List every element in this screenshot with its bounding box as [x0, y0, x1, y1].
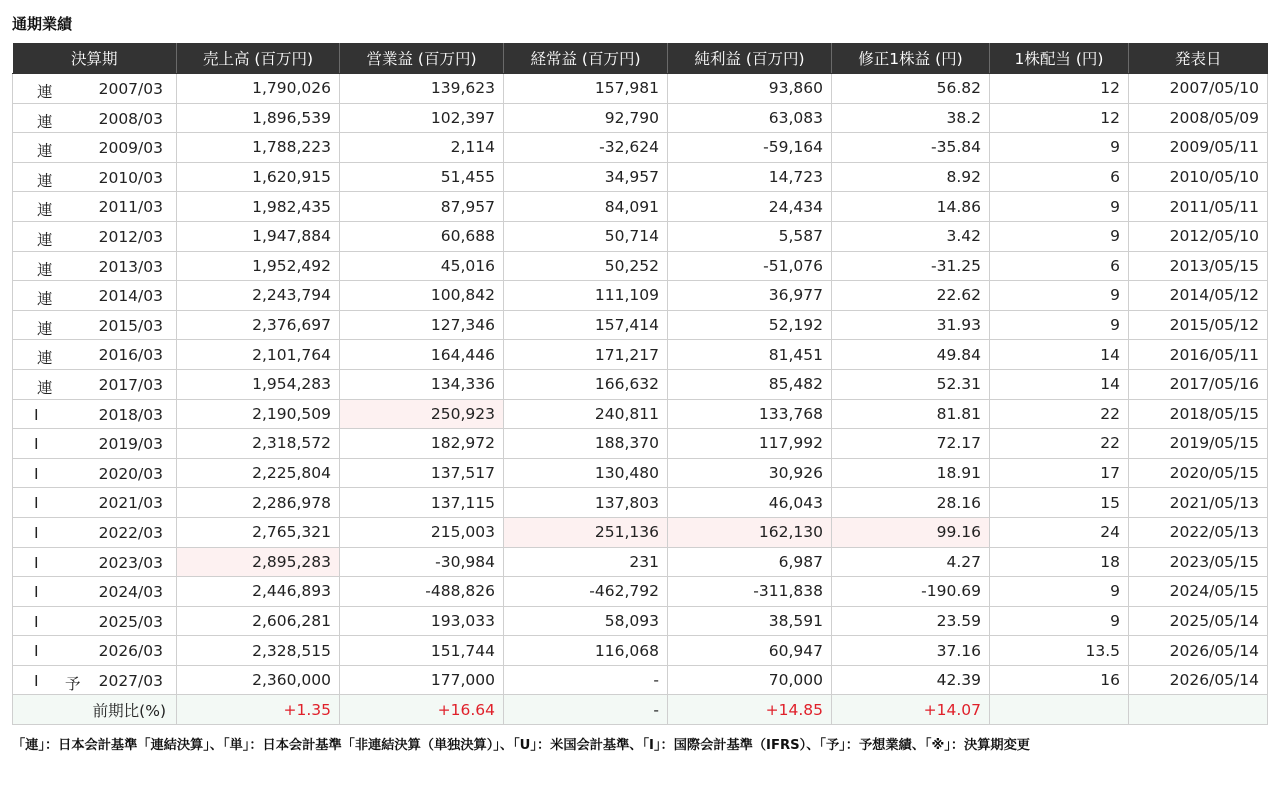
- sales-cell: 2,286,978: [177, 488, 340, 518]
- section-title: 通期業績: [12, 15, 73, 33]
- sales-cell: 2,446,893: [177, 577, 340, 607]
- ordinary-profit-cell: 240,811: [504, 399, 668, 429]
- sales-cell: 2,376,697: [177, 310, 340, 340]
- fiscal-period-label: 2010/03: [98, 168, 163, 187]
- eps-cell: 22.62: [832, 281, 990, 311]
- net-profit-cell: 38,591: [668, 606, 832, 636]
- net-profit-cell: 93,860: [668, 74, 832, 104]
- net-profit-cell: 133,768: [668, 399, 832, 429]
- fiscal-period-label: 2008/03: [98, 109, 163, 128]
- sales-cell: 2,606,281: [177, 606, 340, 636]
- operating-profit-cell: 127,346: [340, 310, 504, 340]
- eps-cell: 31.93: [832, 310, 990, 340]
- ordinary-profit-cell: 50,714: [504, 221, 668, 251]
- operating-profit-cell: 182,972: [340, 429, 504, 459]
- operating-profit-cell: 60,688: [340, 221, 504, 251]
- eps-cell: -190.69: [832, 577, 990, 607]
- col-header-period: 決算期: [13, 43, 177, 74]
- accounting-standard-label: 連: [37, 260, 53, 279]
- yoy-ratio-row: [13, 695, 1268, 725]
- yoy-operating-profit-cell: +16.64: [340, 695, 504, 725]
- eps-cell: 37.16: [832, 636, 990, 666]
- eps-cell: 72.17: [832, 429, 990, 459]
- dividend-cell: 9: [990, 281, 1129, 311]
- fiscal-period-label: 2015/03: [98, 316, 163, 335]
- ordinary-profit-cell: 116,068: [504, 636, 668, 666]
- fiscal-period-label: 2020/03: [98, 464, 163, 483]
- period-cell: [13, 162, 177, 192]
- accounting-standard-label: 連: [37, 319, 53, 338]
- ordinary-profit-cell: 84,091: [504, 192, 668, 222]
- operating-profit-cell: 193,033: [340, 606, 504, 636]
- ordinary-profit-cell: 111,109: [504, 281, 668, 311]
- period-cell: [13, 488, 177, 518]
- sales-cell: 1,982,435: [177, 192, 340, 222]
- operating-profit-cell: 51,455: [340, 162, 504, 192]
- table-row: [13, 665, 1268, 695]
- accounting-standard-label: 連: [37, 112, 53, 131]
- dividend-cell: 22: [990, 399, 1129, 429]
- accounting-standard-label: I: [34, 464, 39, 483]
- sales-cell: 2,328,515: [177, 636, 340, 666]
- dividend-cell: 9: [990, 192, 1129, 222]
- fiscal-period-label: 2011/03: [98, 198, 163, 217]
- period-cell: [13, 221, 177, 251]
- ordinary-profit-cell: -32,624: [504, 133, 668, 163]
- footnote: 「連」：日本会計基準「連結決算」、「単」：日本会計基準「非連結決算（単独決算）」、「U」：米国会計基準、「I」：国際会計基準（IFRS）、「予」：予想業績、「※」：決算期変更: [12, 738, 1030, 753]
- announce-date-cell: 2011/05/11: [1129, 192, 1268, 222]
- table-row: [13, 547, 1268, 577]
- table-row: [13, 192, 1268, 222]
- accounting-standard-label: 連: [37, 83, 53, 101]
- yoy-eps-cell: +14.07: [832, 695, 990, 725]
- eps-cell: 18.91: [832, 458, 990, 488]
- dividend-cell: 24: [990, 517, 1129, 547]
- operating-profit-cell: 139,623: [340, 74, 504, 104]
- operating-profit-cell: 151,744: [340, 636, 504, 666]
- accounting-standard-label: I: [34, 405, 39, 424]
- net-profit-cell: 162,130: [668, 517, 832, 547]
- sales-cell: 1,947,884: [177, 221, 340, 251]
- eps-cell: 99.16: [832, 517, 990, 547]
- announce-date-cell: 2016/05/11: [1129, 340, 1268, 370]
- net-profit-cell: 24,434: [668, 192, 832, 222]
- accounting-standard-label: 連: [37, 201, 53, 220]
- ordinary-profit-cell: 50,252: [504, 251, 668, 281]
- operating-profit-cell: 137,115: [340, 488, 504, 518]
- period-cell: [13, 517, 177, 547]
- sales-cell: 2,895,283: [177, 547, 340, 577]
- period-cell: [13, 369, 177, 399]
- net-profit-cell: 30,926: [668, 458, 832, 488]
- yoy-net-profit-cell: +14.85: [668, 695, 832, 725]
- dividend-cell: 15: [990, 488, 1129, 518]
- accounting-standard-label: I: [34, 435, 39, 454]
- fiscal-period-label: 2009/03: [98, 139, 163, 158]
- net-profit-cell: -59,164: [668, 133, 832, 163]
- col-header-sales: 売上高 (百万円): [177, 43, 340, 74]
- period-cell: [13, 281, 177, 311]
- announce-date-cell: 2012/05/10: [1129, 221, 1268, 251]
- eps-cell: 56.82: [832, 74, 990, 104]
- fiscal-period-label: 2019/03: [98, 435, 163, 454]
- announce-date-cell: 2008/05/09: [1129, 103, 1268, 133]
- fiscal-period-label: 2012/03: [98, 227, 163, 246]
- sales-cell: 1,954,283: [177, 369, 340, 399]
- announce-date-cell: 2017/05/16: [1129, 369, 1268, 399]
- operating-profit-cell: 215,003: [340, 517, 504, 547]
- sales-cell: 2,190,509: [177, 399, 340, 429]
- sales-cell: 1,788,223: [177, 133, 340, 163]
- ordinary-profit-cell: 157,414: [504, 310, 668, 340]
- net-profit-cell: -311,838: [668, 577, 832, 607]
- accounting-standard-label: 連: [37, 349, 53, 368]
- accounting-standard-label: I: [34, 583, 39, 602]
- operating-profit-cell: 164,446: [340, 340, 504, 370]
- sales-cell: 2,243,794: [177, 281, 340, 311]
- net-profit-cell: 36,977: [668, 281, 832, 311]
- sales-cell: 1,896,539: [177, 103, 340, 133]
- accounting-standard-label: I: [34, 612, 39, 631]
- accounting-standard-label: 連: [37, 230, 53, 249]
- eps-cell: -31.25: [832, 251, 990, 281]
- table-row: [13, 340, 1268, 370]
- announce-date-cell: 2009/05/11: [1129, 133, 1268, 163]
- announce-date-cell: 2026/05/14: [1129, 665, 1268, 695]
- sales-cell: 2,765,321: [177, 517, 340, 547]
- accounting-standard-label: 連: [37, 378, 53, 397]
- net-profit-cell: 85,482: [668, 369, 832, 399]
- fiscal-period-label: 2013/03: [98, 257, 163, 276]
- operating-profit-cell: 45,016: [340, 251, 504, 281]
- table-row: [13, 103, 1268, 133]
- ordinary-profit-cell: 34,957: [504, 162, 668, 192]
- eps-cell: 14.86: [832, 192, 990, 222]
- yoy-sales-cell: +1.35: [177, 695, 340, 725]
- eps-cell: 23.59: [832, 606, 990, 636]
- announce-date-cell: 2018/05/15: [1129, 399, 1268, 429]
- dividend-cell: 6: [990, 162, 1129, 192]
- fiscal-period-label: 2021/03: [98, 494, 163, 513]
- period-cell: [13, 103, 177, 133]
- table-row: [13, 310, 1268, 340]
- forecast-flag: 予: [65, 674, 81, 693]
- net-profit-cell: 81,451: [668, 340, 832, 370]
- dividend-cell: 9: [990, 577, 1129, 607]
- table-row: [13, 636, 1268, 666]
- announce-date-cell: 2013/05/15: [1129, 251, 1268, 281]
- period-cell: [13, 606, 177, 636]
- sales-cell: 2,101,764: [177, 340, 340, 370]
- operating-profit-cell: 137,517: [340, 458, 504, 488]
- yoy-ordinary-profit-cell: -: [504, 695, 668, 725]
- announce-date-cell: 2020/05/15: [1129, 458, 1268, 488]
- period-cell: [13, 310, 177, 340]
- ordinary-profit-cell: 157,981: [504, 74, 668, 104]
- table-row: [13, 517, 1268, 547]
- annual-performance-table: [12, 43, 1268, 725]
- accounting-standard-label: I: [34, 523, 39, 542]
- operating-profit-cell: 100,842: [340, 281, 504, 311]
- fiscal-period-label: 2025/03: [98, 612, 163, 631]
- fiscal-period-label: 2016/03: [98, 346, 163, 365]
- dividend-cell: 9: [990, 221, 1129, 251]
- col-header-dividend: 1株配当 (円): [990, 43, 1129, 74]
- ordinary-profit-cell: 166,632: [504, 369, 668, 399]
- dividend-cell: 13.5: [990, 636, 1129, 666]
- fiscal-period-label: 2018/03: [98, 405, 163, 424]
- fiscal-period-label: 2027/03: [98, 671, 163, 690]
- fiscal-period-label: 2024/03: [98, 583, 163, 602]
- sales-cell: 2,360,000: [177, 665, 340, 695]
- sales-cell: 2,225,804: [177, 458, 340, 488]
- table-row: [13, 369, 1268, 399]
- accounting-standard-label: I: [34, 671, 39, 690]
- accounting-standard-label: I: [34, 642, 39, 661]
- yoy-ratio-label: 前期比(%): [13, 695, 177, 725]
- table-row: [13, 251, 1268, 281]
- period-cell: [13, 665, 177, 695]
- sales-cell: 1,790,026: [177, 74, 340, 104]
- dividend-cell: 12: [990, 74, 1129, 104]
- net-profit-cell: 117,992: [668, 429, 832, 459]
- table-row: [13, 606, 1268, 636]
- ordinary-profit-cell: 188,370: [504, 429, 668, 459]
- announce-date-cell: 2023/05/15: [1129, 547, 1268, 577]
- eps-cell: 4.27: [832, 547, 990, 577]
- col-header-ordinary-profit: 経常益 (百万円): [504, 43, 668, 74]
- dividend-cell: 17: [990, 458, 1129, 488]
- table-row: [13, 399, 1268, 429]
- operating-profit-cell: 2,114: [340, 133, 504, 163]
- table-row: [13, 577, 1268, 607]
- net-profit-cell: 63,083: [668, 103, 832, 133]
- operating-profit-cell: 87,957: [340, 192, 504, 222]
- table-row: [13, 488, 1268, 518]
- net-profit-cell: 60,947: [668, 636, 832, 666]
- table-row: [13, 133, 1268, 163]
- sales-cell: 1,620,915: [177, 162, 340, 192]
- period-cell: [13, 547, 177, 577]
- period-cell: [13, 74, 177, 104]
- eps-cell: 28.16: [832, 488, 990, 518]
- table-row: [13, 281, 1268, 311]
- table-row: [13, 74, 1268, 104]
- sales-cell: 2,318,572: [177, 429, 340, 459]
- announce-date-cell: 2026/05/14: [1129, 636, 1268, 666]
- eps-cell: 52.31: [832, 369, 990, 399]
- operating-profit-cell: 250,923: [340, 399, 504, 429]
- dividend-cell: 22: [990, 429, 1129, 459]
- announce-date-cell: 2022/05/13: [1129, 517, 1268, 547]
- announce-date-cell: 2025/05/14: [1129, 606, 1268, 636]
- eps-cell: 38.2: [832, 103, 990, 133]
- operating-profit-cell: 102,397: [340, 103, 504, 133]
- col-header-eps: 修正1株益 (円): [832, 43, 990, 74]
- dividend-cell: 9: [990, 133, 1129, 163]
- net-profit-cell: 46,043: [668, 488, 832, 518]
- net-profit-cell: 14,723: [668, 162, 832, 192]
- dividend-cell: 9: [990, 606, 1129, 636]
- announce-date-cell: 2024/05/15: [1129, 577, 1268, 607]
- fiscal-period-label: 2026/03: [98, 642, 163, 661]
- operating-profit-cell: 134,336: [340, 369, 504, 399]
- net-profit-cell: 5,587: [668, 221, 832, 251]
- header-row: [13, 43, 1268, 74]
- dividend-cell: 6: [990, 251, 1129, 281]
- ordinary-profit-cell: 251,136: [504, 517, 668, 547]
- fiscal-period-label: 2023/03: [98, 553, 163, 572]
- net-profit-cell: 6,987: [668, 547, 832, 577]
- period-cell: [13, 399, 177, 429]
- table-row: [13, 221, 1268, 251]
- sales-cell: 1,952,492: [177, 251, 340, 281]
- yoy-announce-date-cell: [1129, 695, 1268, 725]
- eps-cell: 3.42: [832, 221, 990, 251]
- fiscal-period-label: 2017/03: [98, 375, 163, 394]
- table-row: [13, 162, 1268, 192]
- yoy-dividend-cell: [990, 695, 1129, 725]
- announce-date-cell: 2010/05/10: [1129, 162, 1268, 192]
- net-profit-cell: -51,076: [668, 251, 832, 281]
- col-header-operating-profit: 営業益 (百万円): [340, 43, 504, 74]
- accounting-standard-label: 連: [37, 290, 53, 309]
- ordinary-profit-cell: 58,093: [504, 606, 668, 636]
- ordinary-profit-cell: -462,792: [504, 577, 668, 607]
- col-header-announce-date: 発表日: [1129, 43, 1268, 74]
- eps-cell: 8.92: [832, 162, 990, 192]
- ordinary-profit-cell: 130,480: [504, 458, 668, 488]
- net-profit-cell: 52,192: [668, 310, 832, 340]
- eps-cell: -35.84: [832, 133, 990, 163]
- announce-date-cell: 2019/05/15: [1129, 429, 1268, 459]
- fiscal-period-label: 2014/03: [98, 287, 163, 306]
- period-cell: [13, 636, 177, 666]
- period-cell: [13, 340, 177, 370]
- announce-date-cell: 2007/05/10: [1129, 74, 1268, 104]
- period-cell: [13, 251, 177, 281]
- dividend-cell: 14: [990, 340, 1129, 370]
- net-profit-cell: 70,000: [668, 665, 832, 695]
- fiscal-period-label: 2007/03: [98, 80, 163, 98]
- ordinary-profit-cell: 137,803: [504, 488, 668, 518]
- operating-profit-cell: 177,000: [340, 665, 504, 695]
- dividend-cell: 18: [990, 547, 1129, 577]
- period-cell: [13, 458, 177, 488]
- table-row: [13, 429, 1268, 459]
- ordinary-profit-cell: 92,790: [504, 103, 668, 133]
- announce-date-cell: 2021/05/13: [1129, 488, 1268, 518]
- ordinary-profit-cell: -: [504, 665, 668, 695]
- table-row: [13, 458, 1268, 488]
- eps-cell: 49.84: [832, 340, 990, 370]
- col-header-net-profit: 純利益 (百万円): [668, 43, 832, 74]
- fiscal-period-label: 2022/03: [98, 523, 163, 542]
- announce-date-cell: 2015/05/12: [1129, 310, 1268, 340]
- accounting-standard-label: I: [34, 494, 39, 513]
- accounting-standard-label: 連: [37, 142, 53, 161]
- eps-cell: 81.81: [832, 399, 990, 429]
- period-cell: [13, 429, 177, 459]
- operating-profit-cell: -488,826: [340, 577, 504, 607]
- accounting-standard-label: I: [34, 553, 39, 572]
- dividend-cell: 12: [990, 103, 1129, 133]
- period-cell: [13, 133, 177, 163]
- table-body: [13, 74, 1268, 725]
- period-cell: [13, 192, 177, 222]
- accounting-standard-label: 連: [37, 171, 53, 190]
- operating-profit-cell: -30,984: [340, 547, 504, 577]
- dividend-cell: 14: [990, 369, 1129, 399]
- ordinary-profit-cell: 231: [504, 547, 668, 577]
- dividend-cell: 16: [990, 665, 1129, 695]
- ordinary-profit-cell: 171,217: [504, 340, 668, 370]
- eps-cell: 42.39: [832, 665, 990, 695]
- dividend-cell: 9: [990, 310, 1129, 340]
- announce-date-cell: 2014/05/12: [1129, 281, 1268, 311]
- period-cell: [13, 577, 177, 607]
